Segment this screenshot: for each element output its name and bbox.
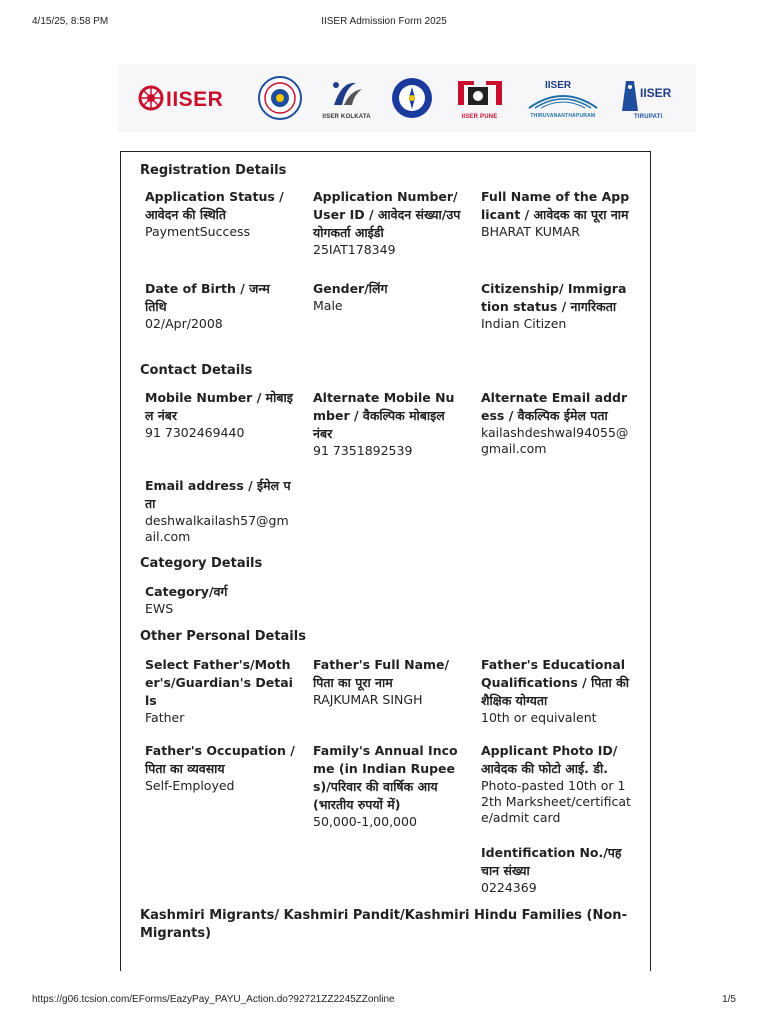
logo-iiser-thiruvananthapuram: [525, 78, 601, 119]
field-father-education: [481, 656, 631, 726]
iiser-berhampur-logo-icon: [138, 83, 238, 113]
logo-iiser-kolkata: [322, 77, 370, 120]
field-citizenship: [481, 280, 631, 332]
field-label: Father's Full Name/ पिता का पूरा नाम: [313, 657, 450, 690]
field-value: 50,000-1,00,000: [313, 814, 417, 829]
field-value: 10th or equivalent: [481, 710, 597, 725]
field-father-name: [313, 656, 463, 708]
field-label: Father's Occupation / पिता का व्यवसाय: [145, 743, 295, 776]
field-value: Father: [145, 710, 185, 725]
iiser-logo-banner: [118, 64, 696, 132]
field-label: Full Name of the Applicant / आवेदक का पूरा नाम: [481, 189, 630, 222]
iiser-tvm-caption: THIRUVANANTHAPURAM: [530, 112, 596, 119]
iiser-tirupati-logo-icon: [620, 77, 676, 113]
field-label: Select Father's/Mother's/Guardian's Details: [145, 657, 293, 708]
field-label: Family's Annual Income (in Indian Rupees)/परिवार की वार्षिक आय (भारतीय रुपयों में): [313, 743, 458, 812]
logo-iiser-mohali: [390, 76, 434, 120]
field-value: 02/Apr/2008: [145, 316, 223, 331]
iiser-pune-caption: IISER PUNE: [461, 113, 498, 120]
logo-iiser-bhopal: [257, 75, 303, 121]
field-photo-id: [481, 742, 631, 826]
field-value: 0224369: [481, 880, 537, 895]
svg-text:IISER: IISER: [640, 85, 672, 100]
field-category: [145, 583, 295, 617]
svg-text:IISER: IISER: [544, 79, 571, 91]
field-label: Father's Educational Qualifications / पिता की शैक्षिक योग्यता: [481, 657, 629, 708]
field-value: Photo-pasted 10th or 12th Marksheet/certificate/admit card: [481, 778, 631, 825]
field-value: kailashdeshwal94055@gmail.com: [481, 425, 629, 456]
print-title: IISER Admission Form 2025: [321, 16, 447, 27]
print-header: [32, 16, 736, 30]
section-other-personal-details: Other Personal Details: [140, 629, 306, 644]
field-label: Alternate Email address / वैकल्पिक ईमेल पता: [481, 390, 628, 423]
print-url: https://g06.tcsion.com/EForms/EazyPay_PAYU_Action.do?92721ZZ2245ZZonline: [32, 994, 395, 1005]
field-identification-number: [481, 844, 631, 896]
print-footer: [32, 994, 736, 1008]
field-guardian-select: [145, 656, 295, 726]
field-value: Indian Citizen: [481, 316, 567, 331]
field-value: 91 7351892539: [313, 443, 413, 458]
field-gender: [313, 280, 463, 314]
field-value: 25IAT178349: [313, 242, 396, 257]
field-value: BHARAT KUMAR: [481, 224, 580, 239]
iiser-tvm-logo-icon: [525, 78, 601, 112]
field-value: RAJKUMAR SINGH: [313, 692, 423, 707]
iiser-bhopal-seal-icon: [257, 75, 303, 121]
print-datetime: 4/15/25, 8:58 PM: [32, 16, 109, 27]
field-alternate-email: [481, 389, 631, 457]
logo-iiser-pune: [454, 77, 506, 120]
field-label: Application Number/User ID / आवेदन संख्या/उपयोगकर्ता आईडी: [313, 189, 461, 240]
field-value: deshwalkailash57@gmail.com: [145, 513, 289, 544]
field-label: Alternate Mobile Number / वैकल्पिक मोबाइल नंबर: [313, 390, 455, 441]
section-category-details: Category Details: [140, 556, 263, 571]
logo-iiser-berhampur: [138, 83, 238, 113]
field-email-address: [145, 477, 295, 545]
field-label: Category/वर्ग: [145, 584, 228, 599]
field-alternate-mobile: [313, 389, 463, 459]
iiser-tirupati-caption: TIRUPATI: [634, 113, 663, 120]
field-value: 91 7302469440: [145, 425, 245, 440]
iiser-kolkata-caption: IISER KOLKATA: [322, 113, 371, 120]
field-family-income: [313, 742, 463, 830]
field-label: Applicant Photo ID/ आवेदक की फोटो आई. डी.: [481, 743, 618, 776]
field-value: PaymentSuccess: [145, 224, 251, 239]
logo-iiser-tirupati: [620, 77, 676, 120]
section-registration-details: Registration Details: [140, 163, 287, 178]
field-label: Application Status / आवेदन की स्थिति: [145, 189, 284, 222]
field-value: Self-Employed: [145, 778, 235, 793]
admission-form-box: [120, 151, 651, 971]
field-label: Identification No./पहचान संख्या: [481, 845, 622, 878]
field-full-name: [481, 188, 631, 240]
field-label: Mobile Number / मोबाइल नंबर: [145, 390, 293, 423]
iiser-kolkata-logo-icon: [324, 77, 370, 113]
iiser-berhampur-logo-text: IISER: [165, 88, 224, 111]
field-label: Date of Birth / जन्म तिथि: [145, 281, 270, 314]
iiser-mohali-seal-icon: [390, 76, 434, 120]
page-number: 1/5: [722, 994, 736, 1005]
field-father-occupation: [145, 742, 295, 794]
section-kashmiri-migrants: Kashmiri Migrants/ Kashmiri Pandit/Kashmiri Hindu Families (Non-Migrants): [140, 908, 627, 941]
field-date-of-birth: [145, 280, 295, 332]
field-application-status: [145, 188, 295, 240]
field-value: Male: [313, 298, 343, 313]
field-label: Email address / ईमेल पता: [145, 478, 291, 511]
field-label: Citizenship/ Immigration status / नागरिकता: [481, 281, 627, 314]
field-application-number: [313, 188, 463, 258]
section-contact-details: Contact Details: [140, 363, 253, 378]
iiser-pune-logo-icon: [454, 77, 506, 113]
field-mobile-number: [145, 389, 295, 441]
field-label: Gender/लिंग: [313, 281, 388, 296]
field-value: EWS: [145, 601, 174, 616]
